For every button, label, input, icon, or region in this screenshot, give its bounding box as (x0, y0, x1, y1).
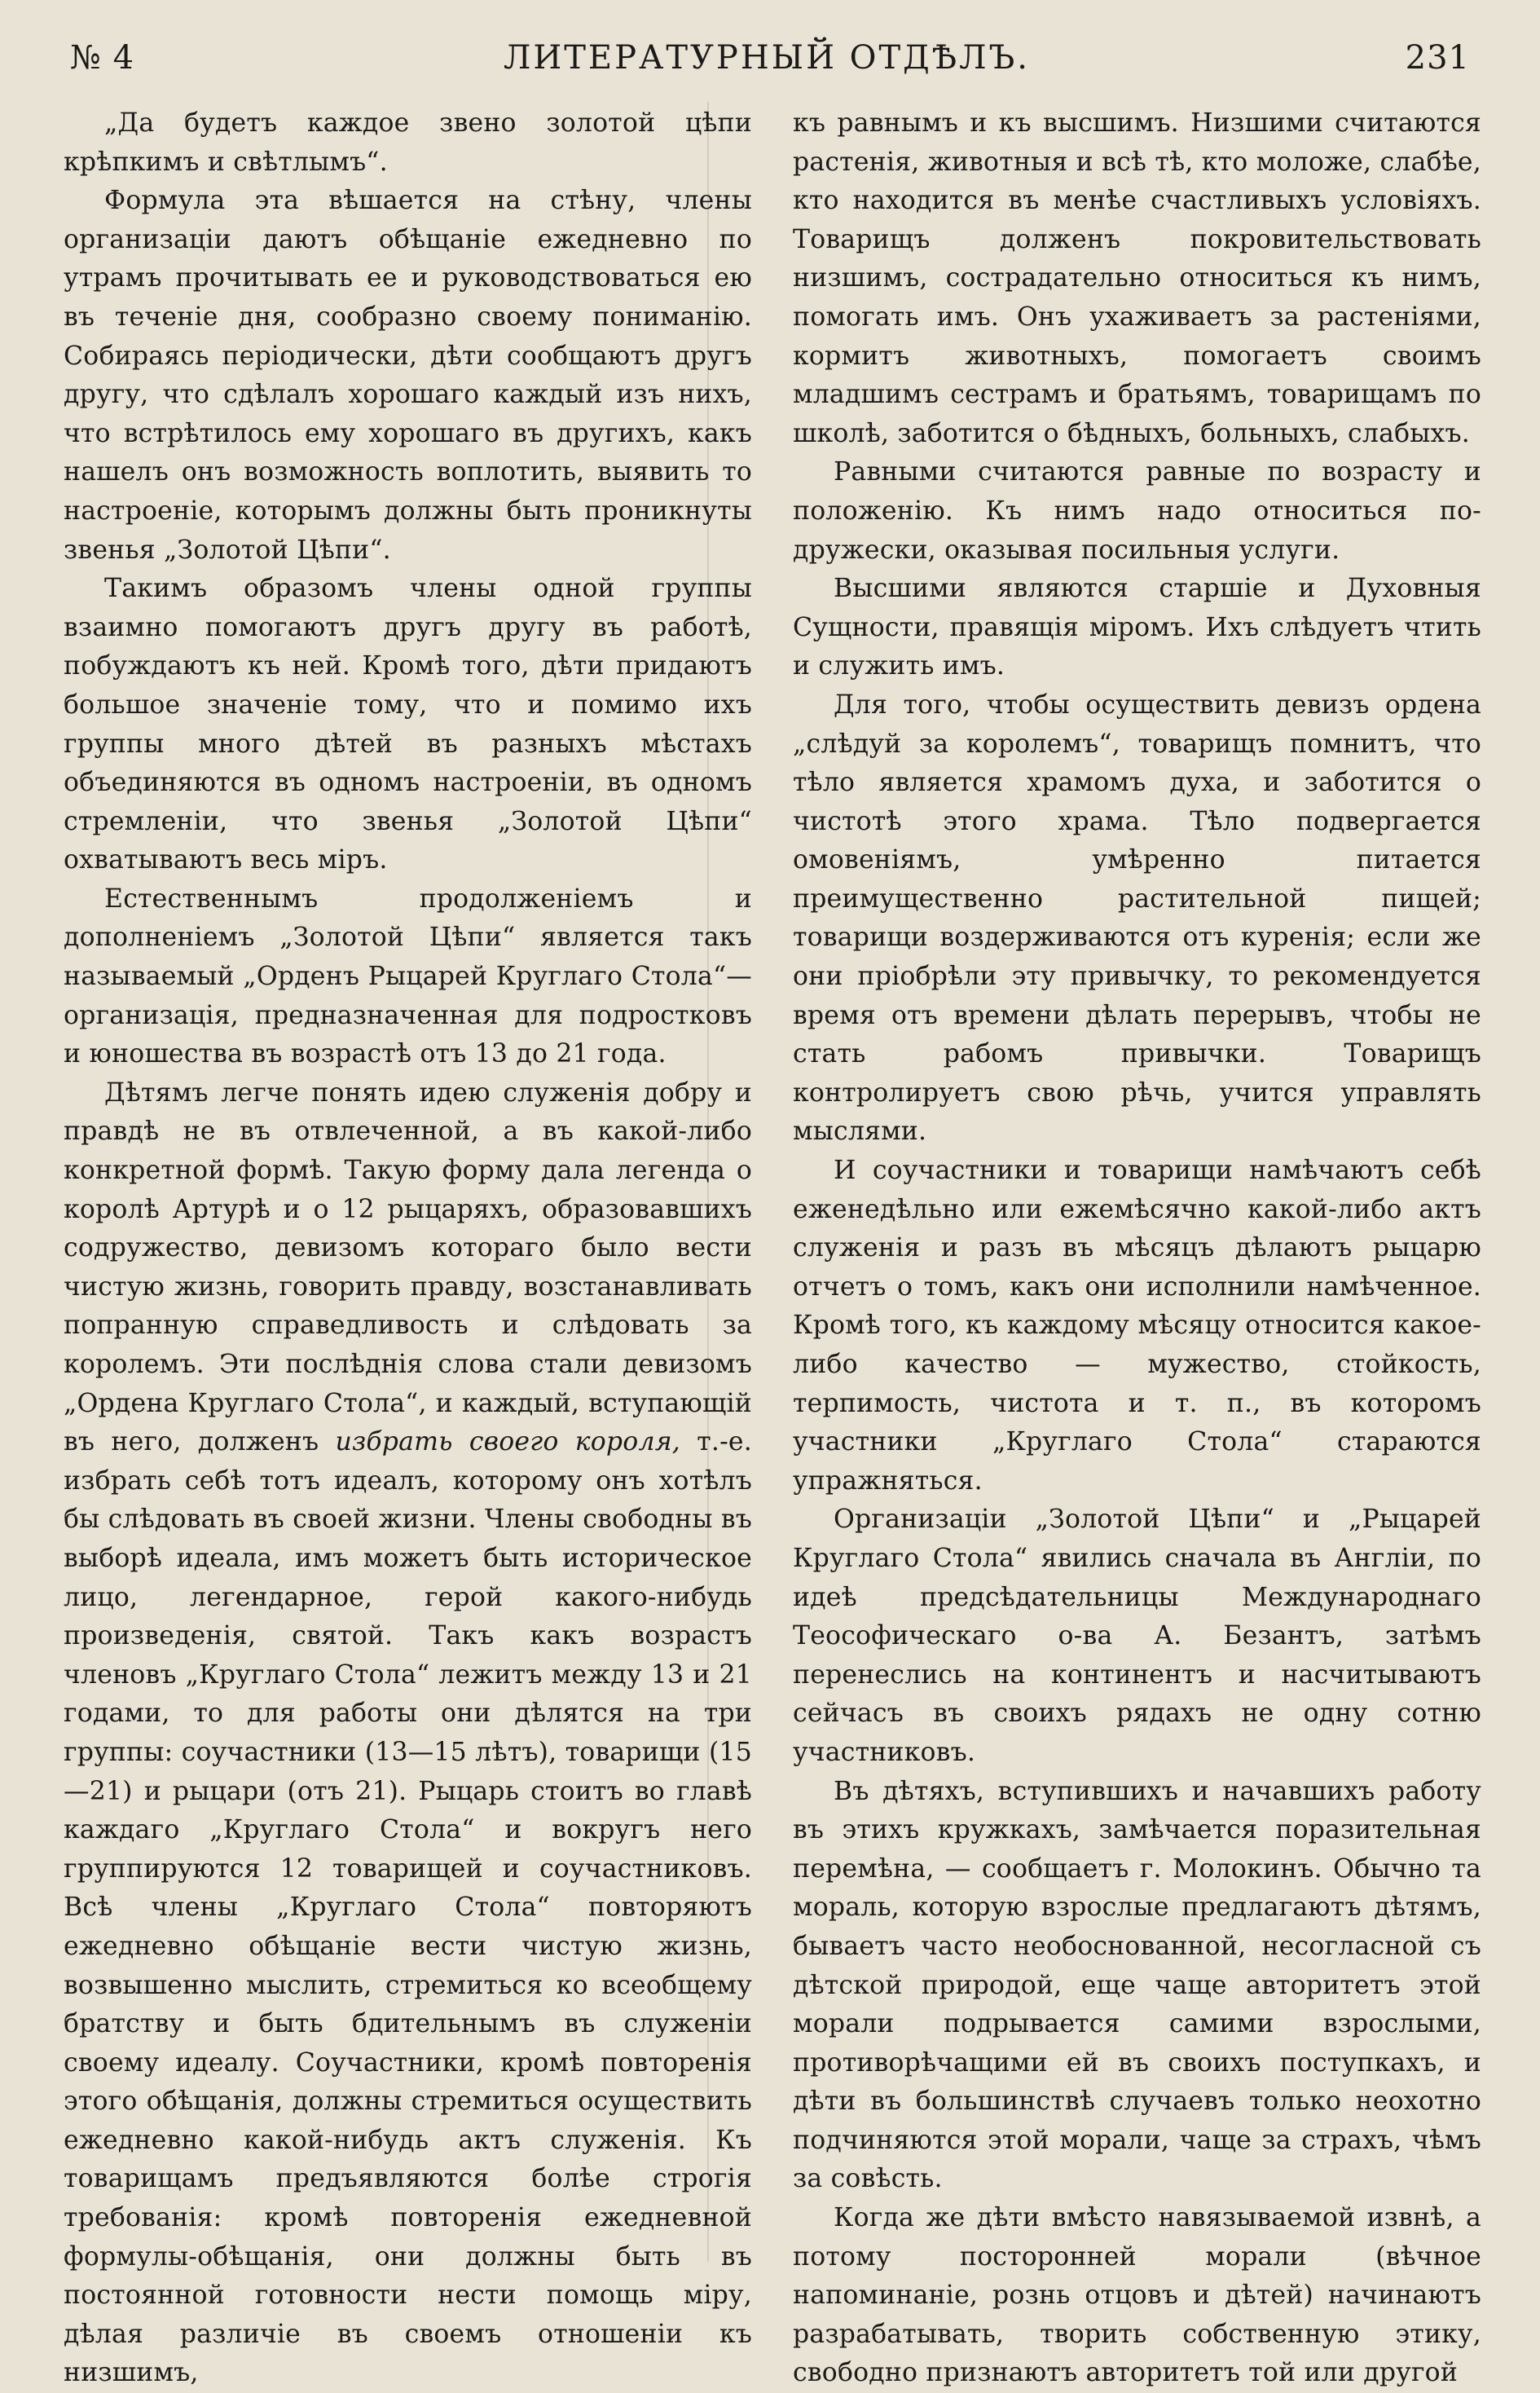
paragraph: Естественнымъ продолженіемъ и дополненіемъ „Золотой Цѣпи“ является такъ называемый „Орденъ Рыцарей Круглаго Стола“—организація, предназначенная для подростковъ и юношества въ возрастѣ отъ 13 до 21 года. (64, 884, 752, 1069)
paragraph: Высшими являются старшіе и Духовныя Сущности, правящія міромъ. Ихъ слѣдуетъ чтить и служить имъ. (793, 574, 1481, 681)
section-title: ЛИТЕРАТУРНЫЙ ОТДѢЛЪ. (503, 39, 1030, 77)
issue-number: № 4 (70, 39, 135, 77)
page-number: 231 (1405, 39, 1470, 77)
text-columns (64, 104, 1481, 2388)
paragraph-text: т.-е. избрать себѣ тотъ идеалъ, которому онъ хотѣлъ бы слѣдовать въ своей жизни. Члены свободны въ выборѣ идеала, имъ можетъ быть историческое лицо, легендарное, герой какого-нибудь произведенія, святой. Такъ какъ возрастъ членовъ „Круглаго Стола“ лежитъ между 13 и 21 годами, то для работы они дѣлятся на три группы: соучастники (13—15 лѣтъ), товарищи (15—21) и рыцари (отъ 21). Рыцарь стоитъ во главѣ каждаго „Круглаго Стола“ и вокругъ него группируются 12 товарищей и соучастниковъ. Всѣ члены „Круглаго Стола“ повторяютъ ежедневно обѣщаніе вести чистую жизнь, возвышенно мыслить, стремиться ко всеобщему братству и быть бдительнымъ въ служеніи своему идеалу. Соучастники, кромѣ повторенія этого обѣщанія, должны стремиться осуществить ежедневно какой-нибудь актъ служенія. Къ товарищамъ предъявляются болѣе строгія требованія: кромѣ повторенія ежедневной формулы-обѣщанія, они должны быть въ постоянной готовности нести помощь міру, дѣлая различіе въ своемъ отношеніи къ низшимъ, (64, 1427, 752, 2388)
paragraph: Когда же дѣти вмѣсто навязываемой извнѣ, а потому посторонней морали (вѣчное напоминаніе, рознь отцовъ и дѣтей) начинаютъ разрабатывать, творить собственную этику, свободно признаютъ авторитетъ той или другой (793, 2203, 1481, 2388)
paragraph: Въ дѣтяхъ, вступившихъ и начавшихъ работу въ этихъ кружкахъ, замѣчается поразительная перемѣна, — сообщаетъ г. Молокинъ. Обычно та мораль, которую взрослые предлагаютъ дѣтямъ, бываетъ часто необоснованной, несогласной съ дѣтской природой, еще чаще авторитетъ этой морали подрывается самими взрослыми, противорѣчащими ей въ своихъ поступкахъ, и дѣти въ большинствѣ случаевъ только неохотно подчиняются этой морали, чаще за страхъ, чѣмъ за совѣсть. (793, 1776, 1481, 2194)
page-header (64, 39, 1470, 88)
paragraph: „Да будетъ каждое звено золотой цѣпи крѣпкимъ и свѣтлымъ“. (64, 108, 752, 177)
paragraph: Организаціи „Золотой Цѣпи“ и „Рыцарей Круглаго Стола“ явились сначала въ Англіи, по идеѣ предсѣдательницы Международнаго Теософическаго о-ва А. Безантъ, затѣмъ перенеслись на континентъ и насчитываютъ сейчасъ въ своихъ рядахъ не одну сотню участниковъ. (793, 1505, 1481, 1767)
right-column (793, 104, 1481, 2393)
paragraph: Формула эта вѣшается на стѣну, члены организаціи даютъ обѣщаніе ежедневно по утрамъ прочитывать ее и руководствоваться ею въ теченіе дня, сообразно своему пониманію. Собираясь періодически, дѣти сообщаютъ другъ другу, что сдѣлалъ хорошаго каждый изъ нихъ, что встрѣтилось ему хорошаго въ другихъ, какъ нашелъ онъ возможность воплотить, выявить то настроеніе, которымъ должны быть проникнуты звенья „Золотой Цѣпи“. (64, 186, 752, 565)
left-column (64, 104, 752, 2393)
italic-phrase: избрать своего короля, (335, 1427, 680, 1457)
paragraph: Для того, чтобы осуществить девизъ ордена „слѣдуй за королемъ“, товарищъ помнитъ, что тѣло является храмомъ духа, и заботится о чистотѣ этого храма. Тѣло подвергается омовеніямъ, умѣренно питается преимущественно растительной пищей; товарищи воздерживаются отъ куренія; если же они пріобрѣли эту привычку, то рекомендуется время отъ времени дѣлать перерывъ, чтобы не стать рабомъ привычки. Товарищъ контролируетъ свою рѣчь, учится управлять мыслями. (793, 690, 1481, 1147)
paragraph-text: Дѣтямъ легче понять идею служенія добру и правдѣ не въ отвлеченной, а въ какой-либо конкретной формѣ. Такую форму дала легенда о королѣ Артурѣ и о 12 рыцаряхъ, образовавшихъ содружество, девизомъ котораго было вести чистую жизнь, говорить правду, возстанавливать попранную справедливость и слѣдовать за королемъ. Эти послѣднія слова стали девизомъ „Ордена Круглаго Стола“, и каждый, вступающій въ него, долженъ (64, 1078, 752, 1457)
paragraph (64, 1074, 752, 2393)
paragraph: къ равнымъ и къ высшимъ. Низшими считаются растенія, животныя и всѣ тѣ, кто моложе, слабѣе, кто находится въ менѣе счастливыхъ условіяхъ. Товарищъ долженъ покровительствовать низшимъ, сострадательно относиться къ нимъ, помогать имъ. Онъ ухаживаетъ за растеніями, кормитъ животныхъ, помогаетъ своимъ младшимъ сестрамъ и братьямъ, товарищамъ по школѣ, заботится о бѣдныхъ, больныхъ, слабыхъ. (793, 108, 1481, 448)
paragraph: И соучастники и товарищи намѣчаютъ себѣ еженедѣльно или ежемѣсячно какой-либо актъ служенія и разъ въ мѣсяцъ дѣлаютъ рыцарю отчетъ о томъ, какъ они исполнили намѣченное. Кромѣ того, къ каждому мѣсяцу относится какое-либо качество — мужество, стойкость, терпимость, чистота и т. п., въ которомъ участники „Круглаго Стола“ стараются упражняться. (793, 1156, 1481, 1496)
paragraph: Равными считаются равные по возрасту и положенію. Къ нимъ надо относиться по-дружески, оказывая посильныя услуги. (793, 457, 1481, 565)
paragraph: Такимъ образомъ члены одной группы взаимно помогаютъ другъ другу въ работѣ, побуждаютъ къ ней. Кромѣ того, дѣти придаютъ большое значеніе тому, что и помимо ихъ группы много дѣтей въ разныхъ мѣстахъ объединяются въ одномъ настроеніи, въ одномъ стремленіи, что звенья „Золотой Цѣпи“ охватываютъ весь міръ. (64, 574, 752, 875)
